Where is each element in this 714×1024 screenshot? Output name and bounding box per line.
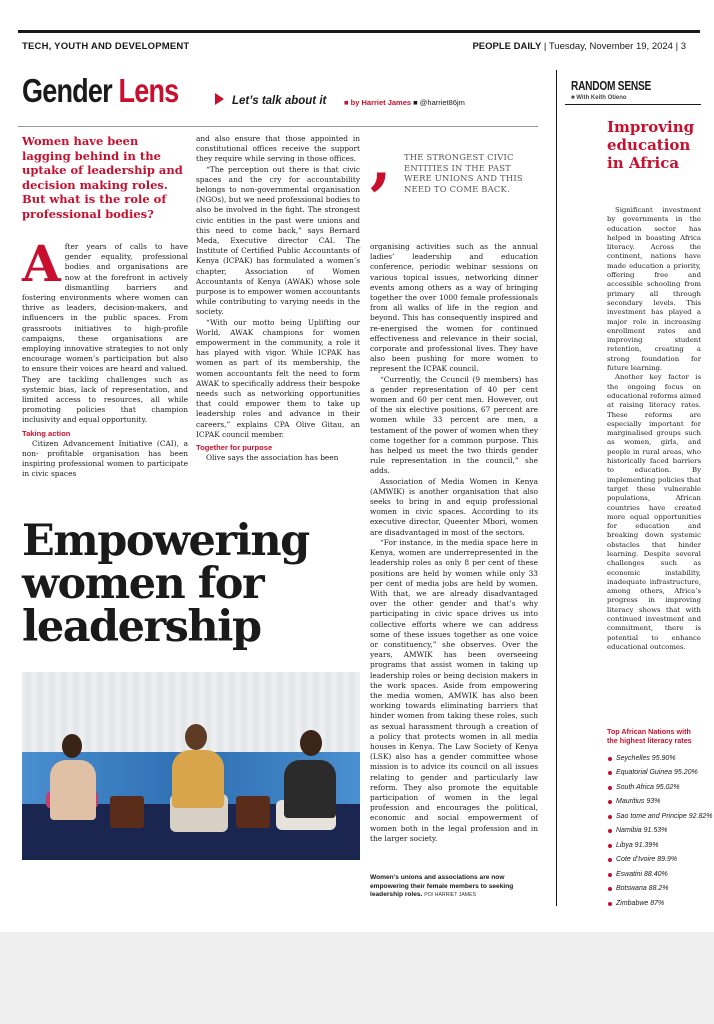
play-arrow-icon — [215, 93, 224, 105]
divider — [18, 126, 538, 127]
panelist-1 — [62, 734, 82, 758]
publication-name: PEOPLE DAILY — [472, 41, 542, 52]
panelist-3 — [284, 760, 336, 818]
side-table — [236, 796, 270, 828]
panelist-2 — [172, 750, 224, 808]
list-item: Zimbabwe 87% — [607, 897, 701, 912]
paragraph: organising activities such as the annual ladies’ leadership and education conference, periodic webinar sessions on various topical issues, networking dinner events among others as a way of bringing together the over 1000 female professionals from all walks of life in the region and beyond. This has consequently inspired and re-energised the women for continued effectiveness and relevance in their social, corporate and professional lives. They have also been pushing for more women to represent the ICPAK council. — [370, 242, 538, 374]
author-name: ■ by Harriet James — [344, 98, 412, 107]
article-kicker: Women have been lagging behind in the uptake of leadership and decision making roles. But what is the role of professional bodies? — [22, 134, 183, 221]
logo-gender: Gender — [22, 72, 112, 109]
sidebar-author: ■ With Keith Otieno — [571, 95, 627, 101]
photo-caption — [370, 874, 540, 900]
list-item: Eswatini 88.40% — [607, 868, 701, 883]
column-logo — [22, 72, 178, 110]
date-page: | Tuesday, November 19, 2024 | 3 — [543, 41, 686, 52]
literacy-title: Top African Nations with the highest literacy rates — [607, 727, 692, 745]
article-column-2 — [196, 134, 360, 464]
dateline — [472, 41, 686, 52]
paragraph: Association of Media Women in Kenya (AMWIK) is another organisation that also seeks to bring in and equip professional women in civic spaces. According to its executive director, Queenter Mbori, women are disadvantaged in most of the sectors. — [370, 476, 538, 537]
sidebar-headline: Improving education in Africa — [607, 118, 695, 172]
paragraph: Olive says the association has been — [206, 453, 339, 463]
sidebar-title: RANDOM SENSE — [571, 78, 652, 93]
paragraph: Another key factor is the ongoing focus on educational reforms aimed at raising literacy rates. These reforms are especially important for marginalised groups such as women, girls, and people in rural areas, who historically faced barriers to education. By implementing policies that target these vulnerable populations, African countries have created more equal opportunities for education and breaking down systemic obstacles that hinder learning. Despite several challenges such as economic instability, inadequate infrastructure, among others, Africa’s progress in improving literacy shows that with continued investment and commitment, there is potential to enhance educational outcomes. — [607, 373, 701, 651]
list-item: South Africa 95.02% — [607, 781, 701, 796]
sidebar-body — [607, 206, 701, 652]
pull-quote: THE STRONGEST CIVIC ENTITIES IN THE PAST WERE UNIONS AND THIS NEED TO COME BACK. — [404, 152, 523, 194]
paragraph: “Currently, the Ccuncil (9 members) has a gender representation of 40 per cent women and 60 per cent men. However, out of the six elective positions, 67 percent are women while 33 percent are men, a testament of the power of women when they come together for a common purpose. This has helped us meet the two thirds gender rule representation in the council,” she adds. — [370, 374, 538, 476]
photo-credit: PO/ HARRIET JAMES — [424, 892, 477, 898]
article-intro: fter years of calls to have gender equality, professional bodies and organisations are now at the forefront in actively dismantling barriers and fostering environments where women can thrive as leaders, decision-makers, and influencers in the public spaces. From grassroots initiatives to high-profile campaigns, these organisations are employing innovative strategies to not only encourage women’s participation but also to ensure their voices are heard and valued. They are tackling challenges such as systemic bias, lack of representation, and limited access to resources, all while promoting policies that champion inclusivity and equal opportunity. — [22, 242, 188, 425]
random-sense-sidebar — [556, 70, 713, 907]
paragraph: Significant investment by governments in the education sector has helped in boasting Africa literacy. Across the continent, nations have made education a priority, offering free and accessible schooling from primary all through secondary levels. This investment has played a major role in increasing enrollment rates and improving student retention, creating a strong foundation for future learning. — [607, 206, 701, 373]
quote-mark-icon: , — [370, 124, 392, 197]
caption-text: Women’s unions and associations are now empowering their female members to seeking leadership roles. — [370, 874, 514, 898]
paragraph: “For instance, in the media space here in Kenya, women are underrepresented in the leadership roles as only 8 per cent of these positions are held by women while only 33 per cent of media jobs are held by women. With that, we are already disadvantaged over the other gender and that’s why participating in civic space drives us into collective efforts where we can address some of these issues together as one voice or constituency,” she observes. Over the years, AMWIK has been overseeing programs that assist women in taking up leadership roles or being decision makers in the work spaces. Aside from empowering the media women, AMWIK has also been working towards eliminating barriers that hinder women from taking these roles, such as sexual harassment through a creation of a policy that protects women in all media houses in Kenya. The Law Society of Kenya (LSK) also has a gender committee whose mission is to advice its council on all issues relating to gender and particularly law reform. They also promote the equitable participation of women in the legal profession and encourages the political, economic and social empowerment of women both in the legal profession and in the larger society. — [370, 537, 538, 843]
divider — [565, 104, 701, 105]
subhead-taking-action: Taking action — [22, 428, 71, 438]
list-item: Seychelles 95.90% — [607, 752, 701, 767]
panelist-3 — [300, 730, 322, 756]
article-column-3 — [370, 242, 538, 844]
list-item: Equatorial Guinea 95.20% — [607, 766, 701, 781]
headline: Empowering women for leadership — [22, 516, 309, 652]
page-header — [18, 30, 700, 58]
paragraph: Citizen Advancement Initiative (CAI), a non- profitable organisation has been inspiring professional women to participate in civic spaces — [22, 438, 188, 479]
paragraph: and also ensure that those appointed in constitutional offices receive the support they require while serving in those offices. — [196, 134, 360, 164]
panelist-2 — [185, 724, 207, 750]
subhead-together-for-purpose: Together for purpose — [196, 443, 273, 453]
list-item: Namibia 91.53% — [607, 824, 701, 839]
article-photo — [22, 672, 360, 860]
byline — [344, 98, 465, 107]
literacy-list — [607, 727, 713, 911]
list-item: Mauritius 93% — [607, 795, 701, 810]
list-item: Sao tome and Principe 92.82% — [607, 810, 701, 825]
paragraph: “With our motto being Uplifting our World, AWAK champions for women empowerment in the community, a role it has played with vigor. While ICPAK has women as part of its membership, the women accountants felt the need to form AWAK to specifically address their bespoke needs such as networking opportunities that could empower them to take up leadership roles and advance in their careers,” explains CPA Olive Gitau, an ICPAK council member. — [196, 317, 360, 439]
author-handle: ■ @harriet86jm — [413, 98, 465, 107]
panelist-1 — [50, 760, 96, 820]
paragraph: “The perception out there is that civic spaces and the cry for accountability belongs to non-governmental organisation (NGOs), but we need professional bodies to also be involved in the fight. The strongest civic entities in the past were unions and this need to come back,” says Bernard Meda, Executive director CAI. The Institute of Certified Public Accountants of Kenya (ICPAK) has formulated a women’s chapter, Association of Women Accountants of Kenya (AWAK) whose sole purpose is to empower women accountants while contributing to varying needs in the society. — [196, 164, 360, 317]
logo-lens: Lens — [118, 72, 179, 109]
article-column-1 — [22, 234, 188, 480]
list-item: Cote d’Ivoire 89.9% — [607, 853, 701, 868]
column-tagline: Let’s talk about it — [232, 95, 327, 107]
drop-cap: A — [22, 234, 61, 293]
section-label: TECH, YOUTH AND DEVELOPMENT — [22, 41, 190, 52]
newspaper-page — [18, 30, 713, 907]
list-item: Botswana 88.2% — [607, 882, 701, 897]
list-item: Libya 91.39% — [607, 839, 701, 854]
side-table — [110, 796, 144, 828]
background-strip — [0, 932, 714, 1024]
